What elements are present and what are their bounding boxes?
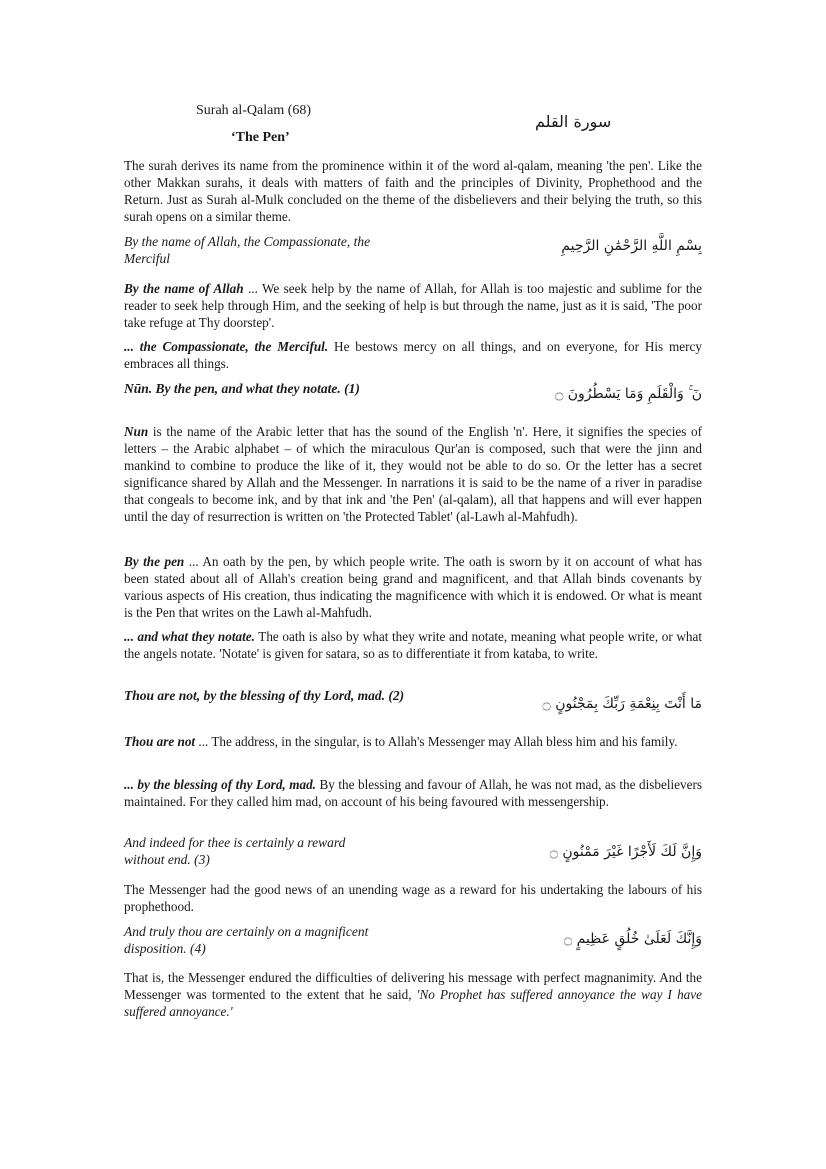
arabic-title: سورة القلم: [535, 112, 612, 131]
basmala-arabic: بِسْمِ اللَّهِ الرَّحْمَٰنِ الرَّحِيمِ: [561, 238, 702, 254]
commentary-text: He bestows mercy on all things, and on everyone, for His mercy embraces all things.: [124, 339, 702, 371]
verse-4-english: And truly thou are certainly on a magnificent disposition. (4): [124, 924, 369, 956]
commentary-text: ... The address, in the singular, is to Allah's Messenger may Allah bless him and his family.: [195, 734, 678, 749]
verse-2-english: Thou are not, by the blessing of thy Lord, mad. (2): [124, 688, 405, 703]
commentary-text: That is, the Messenger endured the difficulties of delivering his message with perfect magnanimity. And the Messenger was tormented to the extent that he said,: [124, 970, 702, 1002]
commentary-lead: Thou are not: [124, 734, 196, 749]
verse-2-arabic: مَا أَنْتَ بِنِعْمَةِ رَبِّكَ بِمَجْنُونٍ ۝: [542, 696, 702, 712]
verse-3-commentary: The Messenger had the good news of an unending wage as a reward for his undertaking the labours of his prophethood.: [124, 882, 702, 914]
commentary-lead: ... the Compassionate, the Merciful.: [124, 339, 329, 354]
commentary-lead: ... and what they notate.: [124, 629, 255, 644]
commentary-text: By the blessing and favour of Allah, he was not mad, as the disbelievers maintained. For they called him mad, on account of his being favoured with messengership.: [124, 777, 702, 809]
commentary-lead: By the pen: [124, 554, 185, 569]
verse-1-commentary-2: [124, 553, 702, 621]
intro-paragraph: The surah derives its name from the prominence within it of the word al-qalam, meaning 'the pen'. Like the other Makkan surahs, it deals with matters of faith and the principles of Divinity, Prophethood and the Return. Just as Surah al-Mulk concluded on the theme of the disbelievers and their belying the truth, so this surah opens on a similar theme.: [124, 158, 702, 224]
verse-4-commentary: [124, 969, 702, 1020]
verse-1-commentary-1: [124, 423, 702, 525]
commentary-text: is the name of the Arabic letter that has the sound of the English 'n'. Here, it signifies the species of letters – the Arabic alphabet – of which the miraculous Qur'an is composed, such that were the jinn and mankind to combine to produce the like of it, they would not be able to do so. Or the letter has a secret significance shared by Allah and the Messenger. In narrations it is said to be the name of a river in paradise that congeals to become ink, and by that ink and 'the Pen' (al-qalam), all that happens and will ever happen until the day of resurrection is written on 'the Protected Tablet' (al-Lawh al-Mahfudh).: [124, 424, 702, 524]
verse-1-english: Nūn. By the pen, and what they notate. (1): [124, 381, 360, 396]
commentary-lead: Nun: [124, 424, 149, 439]
prophet-quote: 'No Prophet has suffered annoyance the way I have suffered annoyance.': [124, 987, 702, 1019]
basmala-commentary-2: [124, 338, 702, 372]
commentary-text: The oath is also by what they write and notate, meaning what people write, or what the angels notate. 'Notate' is given for satara, so as to differentiate it from kataba, to write.: [124, 629, 702, 661]
verse-3-english: And indeed for thee is certainly a reward without end. (3): [124, 835, 346, 867]
verse-2-commentary-1: [124, 733, 702, 750]
commentary-text: ... We seek help by the name of Allah, for Allah is too majestic and sublime for the reader to seek help through Him, and the seeking of help is but through the name, just as it is said, 'The poor take refuge at Thy doorstep'.: [124, 281, 702, 330]
verse-1-arabic: نٓ ۚ وَالْقَلَمِ وَمَا يَسْطُرُونَ ۝: [555, 386, 702, 402]
page-subtitle: ‘The Pen’: [231, 130, 290, 145]
verse-1-commentary-3: [124, 628, 702, 662]
verse-3-arabic: وَإِنَّ لَكَ لَأَجْرًا غَيْرَ مَمْنُونٍ ۝: [549, 844, 702, 860]
verse-4-arabic: وَإِنَّكَ لَعَلَىٰ خُلُقٍ عَظِيمٍ ۝: [563, 931, 702, 947]
commentary-lead: ... by the blessing of thy Lord, mad.: [124, 777, 316, 792]
commentary-lead: By the name of Allah: [124, 281, 244, 296]
verse-2-commentary-2: [124, 776, 702, 810]
page-title: Surah al-Qalam (68): [196, 103, 312, 118]
basmala-english: By the name of Allah, the Compassionate, the Merciful: [124, 234, 371, 266]
basmala-commentary-1: [124, 280, 702, 331]
commentary-text: ... An oath by the pen, by which people write. The oath is sworn by it on account of what has been stated about all of Allah's creation being grand and magnificent, and that Allah binds covenants by various aspects of His creation, thus indicating the magnificence with which it is endowed. Or what is meant is the Pen that writes on the Lawh al-Mahfudh.: [124, 554, 702, 620]
